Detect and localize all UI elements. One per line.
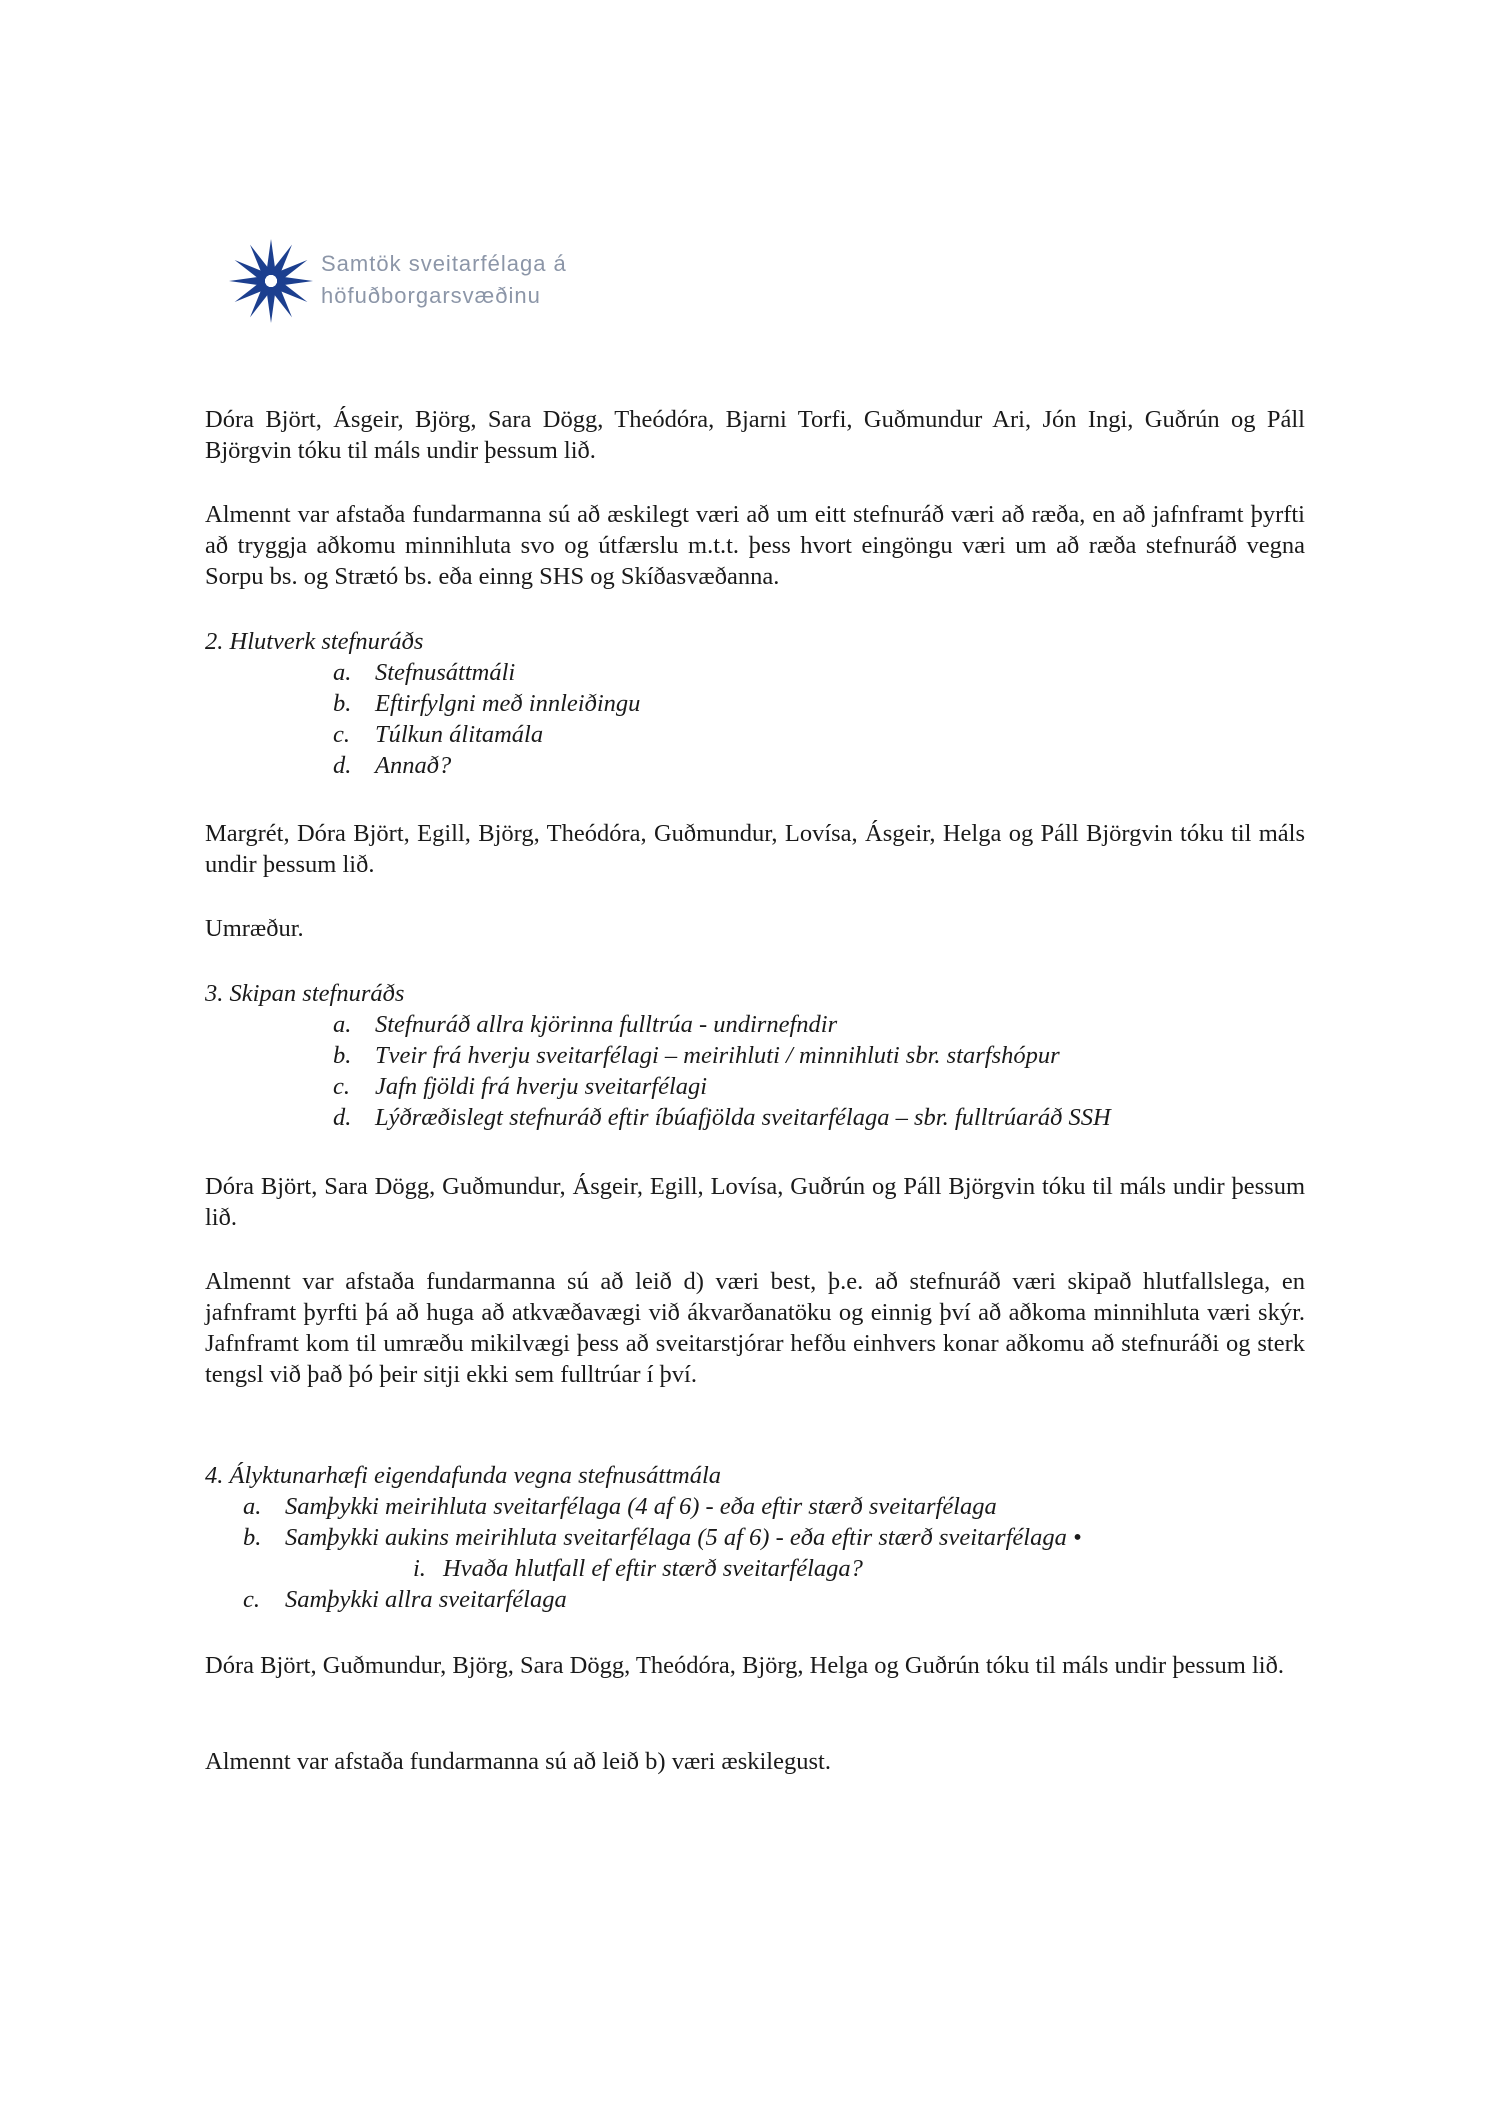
section-4-list (205, 1460, 1305, 1615)
logo-line-1: Samtök sveitarfélaga á (321, 251, 567, 276)
list-item: c. Túlkun álitamála (333, 721, 544, 748)
list-item: b. Eftirfylgni með innleiðingu (333, 690, 641, 717)
list-item: a. Stefnusáttmáli (333, 659, 516, 686)
paragraph-summary-3: Almennt var afstaða fundarmanna sú að leið b) væri æskilegust. (205, 1748, 831, 1775)
paragraph-speakers-4: Dóra Björt, Guðmundur, Björg, Sara Dögg, Theódóra, Björg, Helga og Guðrún tóku til máls undir þessum lið. (205, 1652, 1284, 1679)
list-item: c. Samþykki allra sveitarfélaga (243, 1586, 567, 1613)
list-item: d. Annað? (333, 752, 452, 779)
paragraph-summary-2: Almennt var afstaða fundarmanna sú að leið d) væri best, þ.e. að stefnuráð væri skipað hlutfallslega, en jafnframt þyrfti þá að huga að atkvæðavægi við ákvarðanatöku og einnig því að aðkoma minnihluta væri skýr. Jafnframt kom til umræðu mikilvægi þess að sveitarstjórar hefðu einhvers konar aðkomu að stefnuráði og sterk tengsl við það þó þeir sitji ekki sem fulltrúar í því. (205, 1268, 1305, 1388)
section-3-title: 3. Skipan stefnuráðs (205, 980, 405, 1007)
list-item: a. Stefnuráð allra kjörinna fulltrúa - undirnefndir (333, 1011, 838, 1038)
list-subitem: i. Hvaða hlutfall ef eftir stærð sveitarfélaga? (413, 1555, 863, 1582)
logo-line-2: höfuðborgarsvæðinu (321, 283, 541, 308)
list-item: d. Lýðræðislegt stefnuráð eftir íbúafjölda sveitarfélaga – sbr. fulltrúaráð SSH (333, 1104, 1111, 1131)
list-item: b. Tveir frá hverju sveitarfélagi – meirihluti / minnihluti sbr. starfshópur (333, 1042, 1060, 1069)
snowflake-icon (226, 236, 316, 326)
list-item: b. Samþykki aukins meirihluta sveitarfélaga (5 af 6) - eða eftir stærð sveitarfélaga • (243, 1524, 1082, 1551)
ssh-logo (226, 236, 646, 336)
paragraph-speakers-2: Margrét, Dóra Björt, Egill, Björg, Theódóra, Guðmundur, Lovísa, Ásgeir, Helga og Páll Björgvin tóku til máls undir þessum lið. (205, 820, 1305, 878)
paragraph-speakers-3: Dóra Björt, Sara Dögg, Guðmundur, Ásgeir, Egill, Lovísa, Guðrún og Páll Björgvin tóku til máls undir þessum lið. (205, 1173, 1305, 1231)
paragraph-summary-1: Almennt var afstaða fundarmanna sú að æskilegt væri að um eitt stefnuráð væri að ræða, en að jafnframt þyrfti að tryggja aðkomu minnihluta svo og útfærslu m.t.t. þess hvort eingöngu væri um að ræða stefnuráð vegna Sorpu bs. og Strætó bs. eða einng SHS og Skíðasvæðanna. (205, 501, 1305, 590)
section-2-title: 2. Hlutverk stefnuráðs (205, 628, 424, 655)
list-item: a. Samþykki meirihluta sveitarfélaga (4 af 6) - eða eftir stærð sveitarfélaga (243, 1493, 997, 1520)
paragraph-speakers-1: Dóra Björt, Ásgeir, Björg, Sara Dögg, Theódóra, Bjarni Torfi, Guðmundur Ari, Jón Ingi, Guðrún og Páll Björgvin tóku til máls undir þessum lið. (205, 406, 1305, 464)
section-2-list (205, 626, 1305, 781)
section-3-list (205, 978, 1305, 1133)
list-item: c. Jafn fjöldi frá hverju sveitarfélagi (333, 1073, 708, 1100)
section-4-title: 4. Ályktunarhæfi eigendafunda vegna stefnusáttmála (205, 1462, 722, 1489)
logo-text (321, 248, 567, 312)
paragraph-discussion: Umræður. (205, 915, 304, 942)
